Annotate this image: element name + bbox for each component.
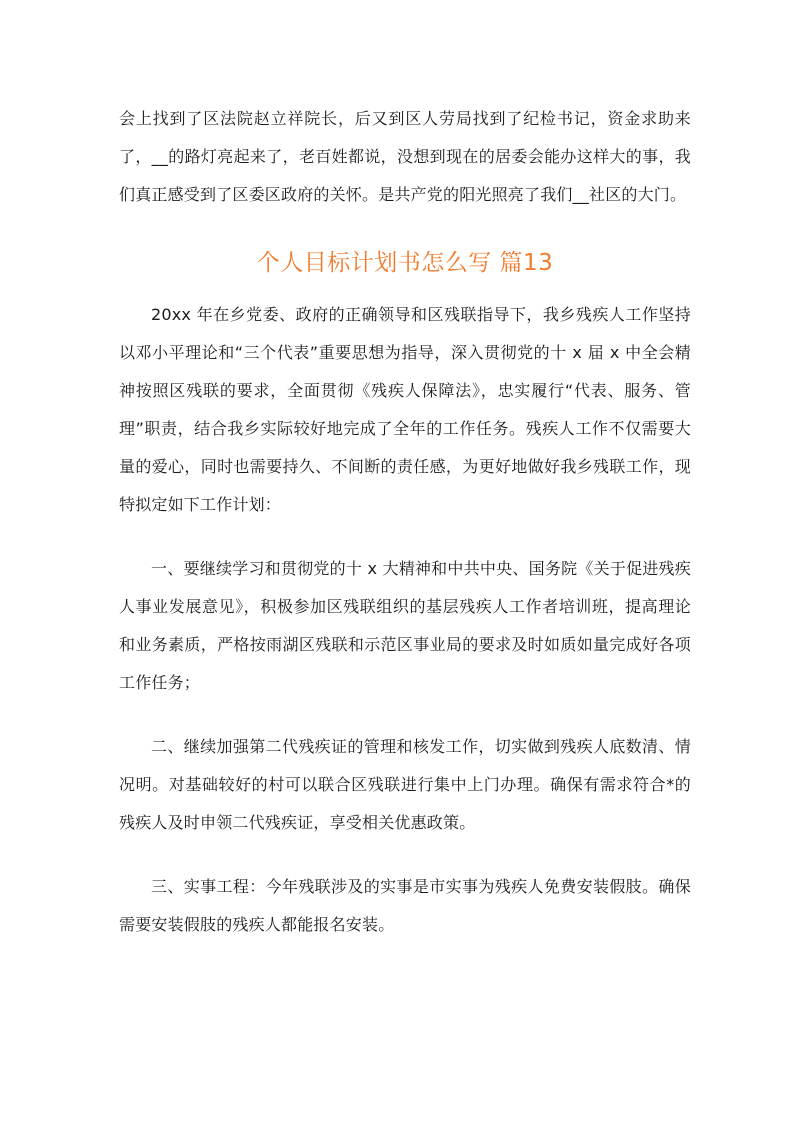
document-body xyxy=(119,100,691,944)
intro-paragraph: 会上找到了区法院赵立祥院长，后又到区人劳局找到了纪检书记，资金求助来了，__的路灯亮起来了，老百姓都说，没想到现在的居委会能办这样大的事，我们真正感受到了区委区政府的关怀。是共产党的阳光照亮了我们__社区的大门。 xyxy=(119,109,691,204)
paragraph-item-1: 一、要继续学习和贯彻党的十 x 大精神和中共中央、国务院《关于促进残疾人事业发展意见》，积极参加区残联组织的基层残疾人工作者培训班，提高理论和业务素质，严格按雨湖区残联和示范区事业局的要求及时如质如量完成好各项工作任务； xyxy=(119,559,691,692)
paragraph-overview: 20xx 年在乡党委、政府的正确领导和区残联指导下，我乡残疾人工作坚持以邓小平理论和“三个代表”重要思想为指导，深入贯彻党的十 x 届 x 中全会精神按照区残联的要求，全面贯彻《残疾人保障法》，忠实履行“代表、服务、管理”职责，结合我乡实际较好地完成了全年的工作任务。残疾人工作不仅需要大量的爱心，同时也需要持久、不间断的责任感，为更好地做好我乡残联工作，现特拟定如下工作计划： xyxy=(119,305,691,514)
section-heading: 个人目标计划书怎么写 篇13 xyxy=(256,250,554,276)
paragraph-item-3: 三、实事工程：今年残联涉及的实事是市实事为残疾人免费安装假肢。确保需要安装假肢的残疾人都能报名安装。 xyxy=(119,877,691,934)
paragraph-item-2: 二、继续加强第二代残疾证的管理和核发工作，切实做到残疾人底数清、情况明。对基础较好的村可以联合区残联进行集中上门办理。确保有需求符合*的残疾人及时申领二代残疾证，享受相关优惠政策。 xyxy=(119,737,691,832)
